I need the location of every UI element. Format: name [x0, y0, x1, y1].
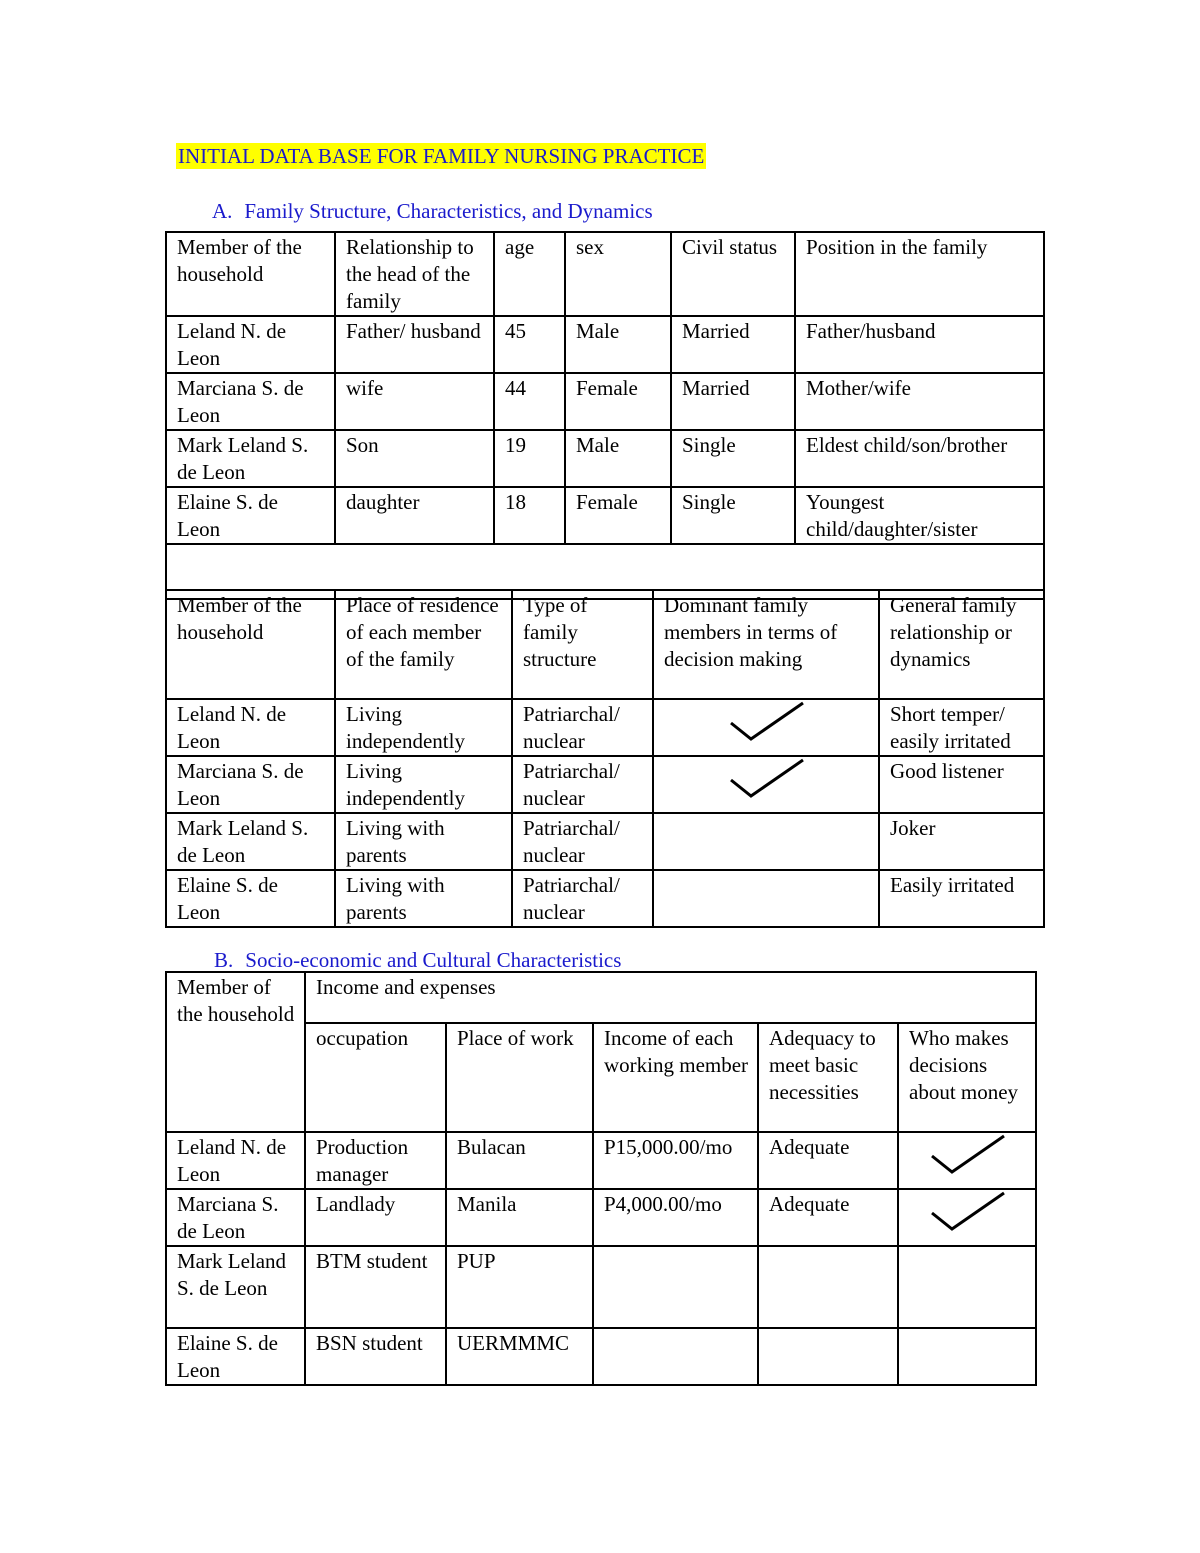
table-header-row	[166, 590, 1044, 699]
member-cell: Marciana S. de Leon	[166, 373, 335, 430]
member-cell: Mark Leland S. de Leon	[166, 1246, 305, 1328]
dynamics-cell: Joker	[879, 813, 1044, 870]
member-cell: Mark Leland S. de Leon	[166, 813, 335, 870]
member-cell: Elaine S. de Leon	[166, 487, 335, 544]
member-cell: Marciana S. de Leon	[166, 756, 335, 813]
adequacy-cell: Adequate	[758, 1189, 898, 1246]
occupation-cell: BTM student	[305, 1246, 446, 1328]
table-row	[166, 1328, 1036, 1385]
table-group-header-row	[166, 972, 1036, 1023]
header-cell: Type of family structure	[512, 590, 653, 699]
relationship-cell: Son	[335, 430, 494, 487]
table-header-row	[166, 232, 1044, 316]
section-b-heading: Socio-economic and Cultural Characteristics	[245, 948, 622, 972]
place-cell: Bulacan	[446, 1132, 593, 1189]
age-cell: 18	[494, 487, 565, 544]
section-b-title	[214, 947, 621, 973]
group-header-cell: Income and expenses	[305, 972, 1036, 1023]
header-cell: Place of residence of each member of the family	[335, 590, 512, 699]
position-cell: Mother/wife	[795, 373, 1044, 430]
family-dynamics-table	[165, 589, 1045, 928]
sex-cell: Female	[565, 487, 671, 544]
place-cell: Manila	[446, 1189, 593, 1246]
position-cell: Youngest child/daughter/sister	[795, 487, 1044, 544]
civil-status-cell: Married	[671, 373, 795, 430]
residence-cell: Living independently	[335, 699, 512, 756]
header-cell: General family relationship or dynamics	[879, 590, 1044, 699]
dynamics-cell: Easily irritated	[879, 870, 1044, 927]
income-cell: P15,000.00/mo	[593, 1132, 758, 1189]
section-a-title	[212, 198, 653, 224]
relationship-cell: wife	[335, 373, 494, 430]
header-cell: Who makes decisions about money	[898, 1023, 1036, 1132]
decides-cell	[898, 1246, 1036, 1328]
table-row	[166, 373, 1044, 430]
occupation-cell: Landlady	[305, 1189, 446, 1246]
socio-economic-table	[165, 971, 1037, 1386]
header-cell: Adequacy to meet basic necessities	[758, 1023, 898, 1132]
table-row	[166, 813, 1044, 870]
section-a-letter: A.	[212, 199, 233, 223]
checkmark-icon	[928, 1189, 1008, 1233]
place-cell: UERMMMC	[446, 1328, 593, 1385]
dominant-cell	[653, 756, 879, 813]
structure-cell: Patriarchal/ nuclear	[512, 756, 653, 813]
member-cell: Elaine S. de Leon	[166, 1328, 305, 1385]
decides-cell	[898, 1132, 1036, 1189]
age-cell: 19	[494, 430, 565, 487]
civil-status-cell: Single	[671, 430, 795, 487]
structure-cell: Patriarchal/ nuclear	[512, 813, 653, 870]
dominant-cell	[653, 699, 879, 756]
occupation-cell: Production manager	[305, 1132, 446, 1189]
member-cell: Leland N. de Leon	[166, 1132, 305, 1189]
place-cell: PUP	[446, 1246, 593, 1328]
structure-cell: Patriarchal/ nuclear	[512, 870, 653, 927]
table-row	[166, 1132, 1036, 1189]
table-row	[166, 1246, 1036, 1328]
header-cell: occupation	[305, 1023, 446, 1132]
member-cell: Mark Leland S. de Leon	[166, 430, 335, 487]
member-cell: Leland N. de Leon	[166, 699, 335, 756]
position-cell: Eldest child/son/brother	[795, 430, 1044, 487]
header-cell: age	[494, 232, 565, 316]
header-cell: Relationship to the head of the family	[335, 232, 494, 316]
member-cell: Marciana S. de Leon	[166, 1189, 305, 1246]
civil-status-cell: Married	[671, 316, 795, 373]
checkmark-icon	[928, 1132, 1008, 1176]
residence-cell: Living with parents	[335, 870, 512, 927]
header-cell: Position in the family	[795, 232, 1044, 316]
occupation-cell: BSN student	[305, 1328, 446, 1385]
header-cell: Member of the household	[166, 232, 335, 316]
income-cell	[593, 1246, 758, 1328]
dominant-cell	[653, 813, 879, 870]
section-a-heading: Family Structure, Characteristics, and Dynamics	[244, 199, 653, 223]
decides-cell	[898, 1189, 1036, 1246]
residence-cell: Living independently	[335, 756, 512, 813]
sex-cell: Female	[565, 373, 671, 430]
header-cell: Civil status	[671, 232, 795, 316]
income-cell	[593, 1328, 758, 1385]
table-row	[166, 699, 1044, 756]
header-cell: sex	[565, 232, 671, 316]
adequacy-cell: Adequate	[758, 1132, 898, 1189]
residence-cell: Living with parents	[335, 813, 512, 870]
age-cell: 44	[494, 373, 565, 430]
relationship-cell: Father/ husband	[335, 316, 494, 373]
header-cell: Member of the household	[166, 590, 335, 699]
sex-cell: Male	[565, 316, 671, 373]
member-cell: Leland N. de Leon	[166, 316, 335, 373]
checkmark-icon	[727, 699, 807, 743]
sex-cell: Male	[565, 430, 671, 487]
table-row	[166, 430, 1044, 487]
header-cell: Place of work	[446, 1023, 593, 1132]
dynamics-cell: Good listener	[879, 756, 1044, 813]
age-cell: 45	[494, 316, 565, 373]
checkmark-icon	[727, 756, 807, 800]
dominant-cell	[653, 870, 879, 927]
income-cell: P4,000.00/mo	[593, 1189, 758, 1246]
table-row	[166, 1189, 1036, 1246]
civil-status-cell: Single	[671, 487, 795, 544]
page-title: INITIAL DATA BASE FOR FAMILY NURSING PRACTICE	[178, 144, 705, 168]
header-cell: Income of each working member	[593, 1023, 758, 1132]
member-header-cell: Member of the household	[166, 972, 305, 1132]
adequacy-cell	[758, 1246, 898, 1328]
member-cell: Elaine S. de Leon	[166, 870, 335, 927]
header-cell: Dominant family members in terms of decision making	[653, 590, 879, 699]
section-b-letter: B.	[214, 948, 234, 972]
family-structure-table	[165, 231, 1045, 600]
table-row	[166, 756, 1044, 813]
dynamics-cell: Short temper/ easily irritated	[879, 699, 1044, 756]
adequacy-cell	[758, 1328, 898, 1385]
structure-cell: Patriarchal/ nuclear	[512, 699, 653, 756]
table-row	[166, 316, 1044, 373]
table-row	[166, 487, 1044, 544]
position-cell: Father/husband	[795, 316, 1044, 373]
relationship-cell: daughter	[335, 487, 494, 544]
table-row	[166, 870, 1044, 927]
decides-cell	[898, 1328, 1036, 1385]
